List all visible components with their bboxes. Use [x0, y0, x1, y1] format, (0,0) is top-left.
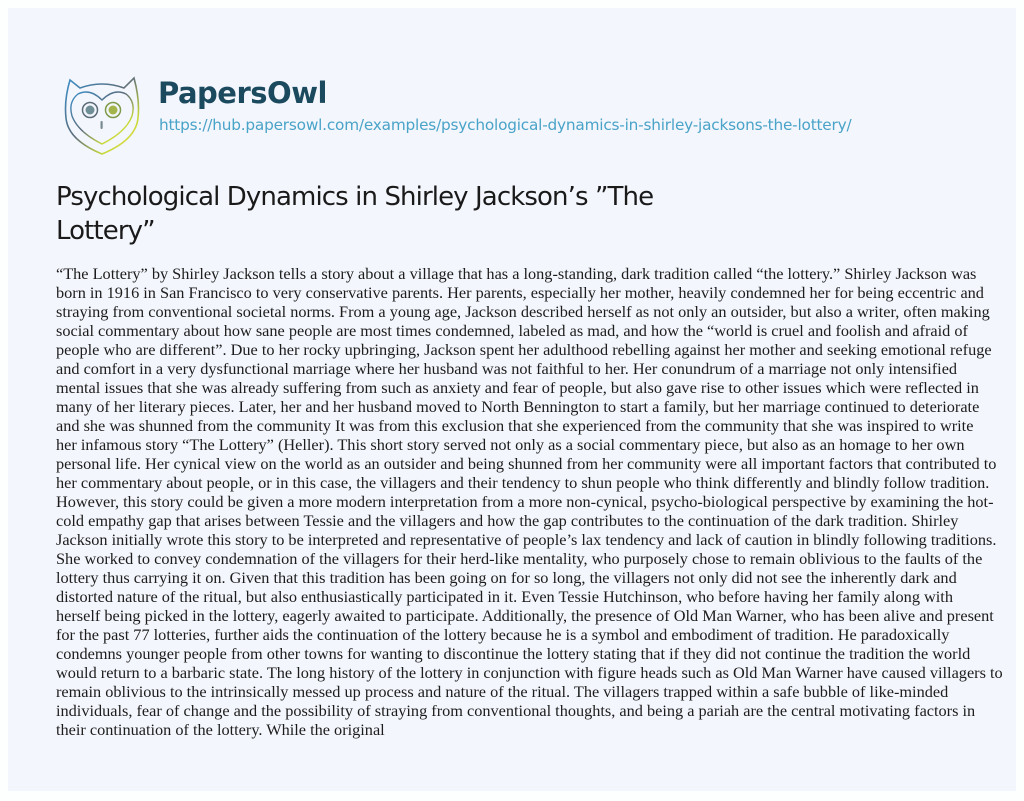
source-url-link[interactable]: https://hub.papersowl.com/examples/psychological-dynamics-in-shirley-jacksons-the-lottery/: [159, 116, 852, 134]
body-line: Jackson initially wrote this story to be interpreted and representative of people’s lax tendency and lack of caution in blindly following traditions.: [56, 530, 997, 549]
document-card: [8, 8, 1016, 791]
body-line: cold empathy gap that arises between Tessie and the villagers and how the gap contributes to the continuation of the dark tradition. Shirley: [56, 511, 959, 530]
body-line: “The Lottery” by Shirley Jackson tells a story about a village that has a long-standing, dark tradition called “the lottery.” Shirley Jackson was: [56, 264, 977, 283]
body-line: However, this story could be given a more modern interpretation from a more non-cynical, psycho-biological perspective by examining the hot-: [56, 492, 994, 511]
body-line: people who are different”. Due to her rocky upbringing, Jackson spent her adulthood rebelling against her mother and seeking emotional refuge: [56, 340, 992, 359]
body-line: would return to a barbaric state. The long history of the lottery in conjunction with figure heads such as Old Man Warner have caused villagers to: [56, 663, 1003, 682]
body-line: herself being picked in the lottery, eagerly awaited to participate. Additionally, the presence of Old Man Warner, who has been alive and present: [56, 606, 994, 625]
brand-name: PapersOwl: [158, 76, 327, 110]
body-line: her infamous story “The Lottery” (Heller). This short story served not only as a social commentary piece, but also as an homage to her own: [56, 435, 965, 454]
owl-logo-icon: [56, 70, 148, 162]
body-line: remain oblivious to the intrinsically messed up process and nature of the ritual. The villagers trapped within a safe bubble of like-minded: [56, 682, 949, 701]
body-line: social commentary about how sane people are most times condemned, labeled as mad, and how the “world is cruel and foolish and afraid of: [56, 321, 968, 340]
body-line: for the past 77 lotteries, further aids the continuation of the lottery because he is a symbol and embodiment of tradition. He paradoxically: [56, 625, 950, 644]
body-line: and comfort in a very dysfunctional marriage where her husband was not faithful to her. Her conundrum of a marriage not only intensified: [56, 359, 958, 378]
title-line: Psychological Dynamics in Shirley Jackson’s ”The: [56, 182, 654, 212]
body-line: many of her literary pieces. Later, her and her husband moved to North Bennington to start a family, but her marriage continued to deteriorate: [56, 397, 980, 416]
body-line: mental issues that she was already suffering from such as anxiety and fear of people, but also gave rise to other issues which were reflected in: [56, 378, 979, 397]
body-line: individuals, fear of change and the possibility of straying from conventional thoughts, and being a pariah are the central motivating factors in: [56, 701, 976, 720]
body-line: straying from conventional societal norms. From a young age, Jackson described herself as not only an outsider, but also a writer, often making: [56, 302, 990, 321]
body-line: She worked to convey condemnation of the villagers for their herd-like mentality, who purposely chose to remain oblivious to the faults of the: [56, 549, 983, 568]
body-line: distorted nature of the ritual, but also enthusiastically participated in it. Even Tessie Hutchinson, who before having her family along with: [56, 587, 953, 606]
title-line: Lottery”: [56, 216, 155, 246]
essay-body: [56, 264, 1003, 739]
body-line: condemns younger people from other towns for wanting to discontinue the lottery stating that if they did not continue the tradition the world: [56, 644, 971, 663]
body-line: lottery thus carrying it on. Given that this tradition has been going on for so long, the villagers not only did not see the inherently dark and: [56, 568, 957, 587]
body-line: personal life. Her cynical view on the world as an outsider and being shunned from her community were all important factors that contributed to: [56, 454, 997, 473]
body-line: her commentary about people, or in this case, the villagers and their tendency to shun people who think differently and blindly follow tradition.: [56, 473, 990, 492]
body-line: born in 1916 in San Francisco to very conservative parents. Her parents, especially her mother, heavily condemned her for being eccentric and: [56, 283, 984, 302]
body-line: and she was shunned from the community It was from this exclusion that she experienced from the community that she was inspired to write: [56, 416, 974, 435]
page-title: [56, 180, 736, 248]
body-line: their continuation of the lottery. While the original: [56, 720, 385, 739]
